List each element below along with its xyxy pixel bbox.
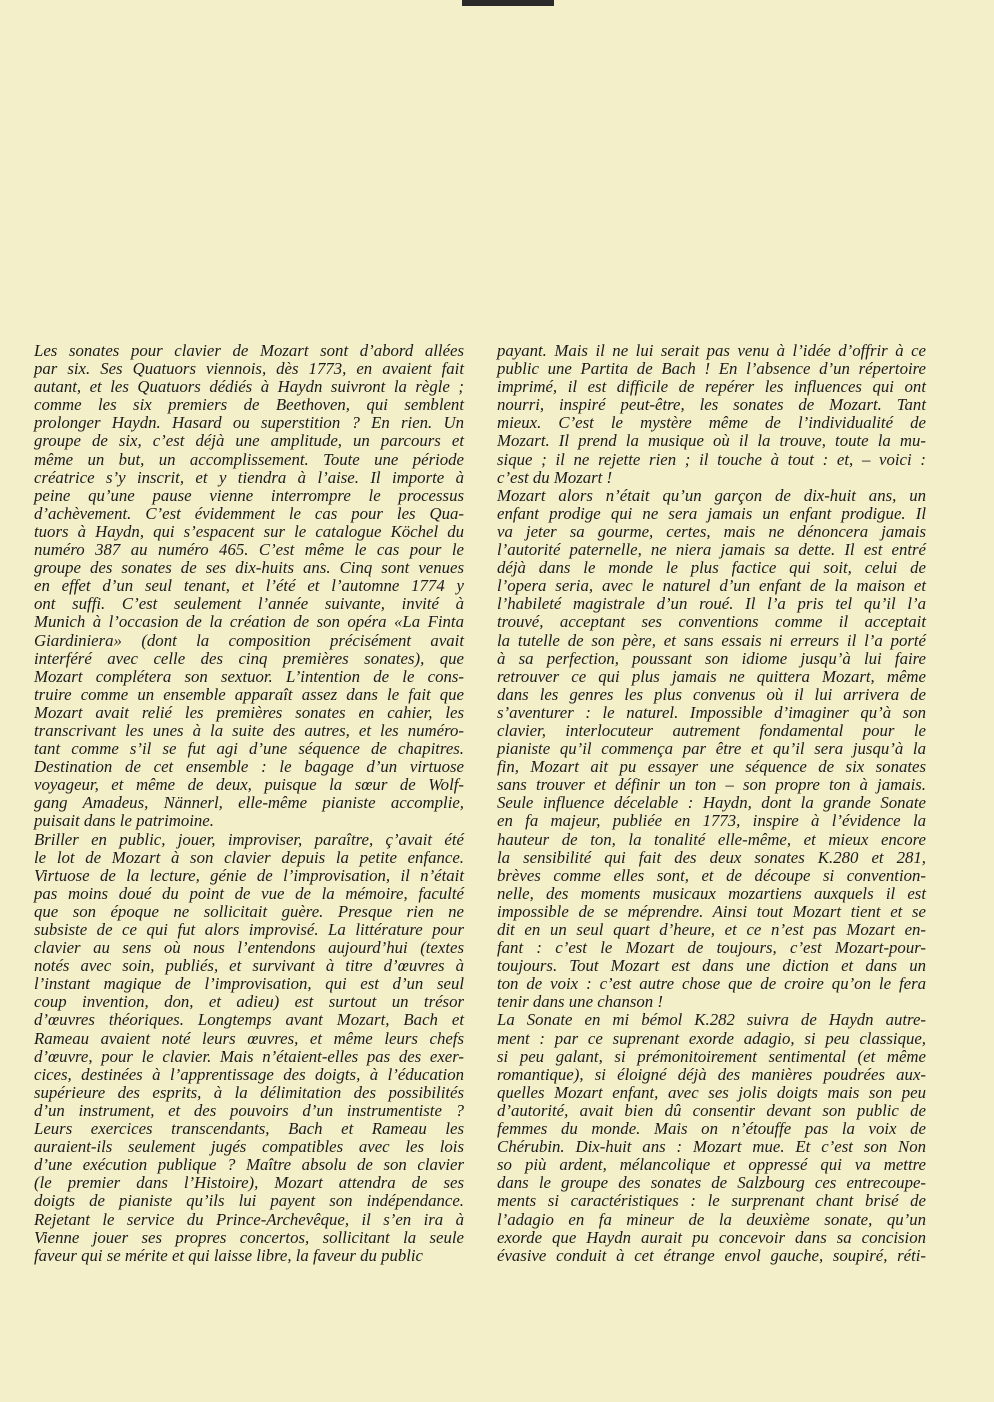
text-line: Giardiniera» (dont la composition précisément avait bbox=[34, 630, 464, 650]
text-line: nourri, inspiré peut-être, les sonates de Mozart. Tant bbox=[497, 395, 926, 415]
text-line: d’autorité, avait bien dû consentir devant son public de bbox=[497, 1100, 926, 1120]
text-line: voyageur, et même de deux, puisque la sœur de Wolf- bbox=[34, 775, 464, 795]
text-line: Rameau avaient noté leurs œuvres, et même leurs chefs bbox=[34, 1028, 464, 1048]
text-line: Chérubin. Dix-huit ans : Mozart mue. Et c’est son Non bbox=[497, 1137, 926, 1157]
text-line: dans les genres les plus convenus où il lui arrivera de bbox=[497, 684, 926, 704]
text-line: nelle, des moments musicaux mozartiens auxquels il est bbox=[497, 883, 926, 903]
text-line: prolonger Haydn. Hasard ou superstition ? En rien. Un bbox=[34, 413, 464, 433]
text-line: déjà dans le monde le plus factice qui soit, celui de bbox=[497, 558, 926, 578]
text-line: même un but, un accomplissement. Toute une période bbox=[34, 449, 464, 469]
text-line: Les sonates pour clavier de Mozart sont d’abord allées bbox=[34, 341, 464, 360]
text-line: brèves comme elles sont, et de découpe si convention- bbox=[497, 865, 926, 885]
text-line: faveur qui se mérite et qui laisse libre, la faveur du public bbox=[34, 1245, 424, 1265]
text-line: à sa perfection, poussant son idiome jusqu’à lui faire bbox=[497, 648, 926, 668]
text-line: Vienne jouer ses propres concertos, sollicitant la seule bbox=[34, 1227, 464, 1247]
text-line: supérieure des esprits, à la délimitation des possibilités bbox=[34, 1082, 464, 1102]
text-line: Seule influence décelable : Haydn, dont la grande Sonate bbox=[497, 793, 926, 813]
text-line: Mozart. Il prend la musique où il la trouve, toute la mu- bbox=[497, 431, 926, 451]
text-line: La Sonate en mi bémol K.282 suivra de Haydn autre- bbox=[497, 1010, 926, 1030]
text-line: coup invention, don, et adieu) est surtout un trésor bbox=[34, 992, 464, 1012]
text-line: que son époque ne sollicitait guère. Presque rien ne bbox=[34, 901, 464, 921]
text-line: notés avec soin, publiés, et survivant à titre d’œuvres à bbox=[34, 956, 464, 976]
text-line: comme les six premiers de Beethoven, qui semblent bbox=[34, 395, 464, 415]
text-line: so più ardent, mélancolique et oppressé qui va mettre bbox=[497, 1155, 926, 1175]
text-line: groupe des sonates de ses dix-huits ans. Cinq sont venues bbox=[34, 558, 464, 578]
text-line: en fa majeur, publiée en 1773, inspire à l’évidence la bbox=[497, 811, 926, 831]
text-line: d’œuvre, pour le clavier. Mais n’étaient-elles pas des exer- bbox=[34, 1046, 464, 1066]
text-line: l’autorité paternelle, ne niera jamais sa dette. Il est entré bbox=[497, 540, 926, 560]
text-line: dans le groupe des sonates de Salzbourg ces entrecoupe- bbox=[497, 1173, 926, 1193]
text-line: la tutelle de son père, et sans essais ni erreurs il l’a porté bbox=[497, 630, 926, 650]
top-edge-mark bbox=[462, 0, 554, 6]
text-line: Mozart alors n’était qu’un garçon de dix-huit ans, un bbox=[497, 485, 926, 505]
text-line: l’habileté magistrale d’un roué. Il l’a pris tel qu’il l’a bbox=[497, 594, 926, 614]
text-line: pianiste qu’il commença par être et qu’il sera jusqu’à la bbox=[497, 739, 926, 759]
text-line: femmes du monde. Mais on n’étouffe pas la voix de bbox=[497, 1119, 926, 1139]
text-line: en effet d’un seul tenant, et l’été et l’automne 1774 y bbox=[34, 576, 464, 596]
text-line: fant : c’est le Mozart de toujours, c’est Mozart-pour- bbox=[497, 938, 926, 958]
text-line: va jeter sa gourme, certes, mais ne dénoncera jamais bbox=[497, 521, 926, 541]
text-line: si peu galant, si prémonitoirement sentimental (et même bbox=[497, 1046, 926, 1066]
text-line: trouvé, acceptant ses conventions comme il acceptait bbox=[497, 612, 926, 632]
text-line: d’un instrument, et des pouvoirs d’un instrumentiste ? bbox=[34, 1100, 464, 1120]
text-column-right bbox=[497, 342, 926, 1265]
text-line: subsiste de ce qui fut alors improvisé. La littérature pour bbox=[34, 920, 464, 939]
text-line: transcrivant les unes à la suite des autres, et les numéro- bbox=[34, 720, 464, 740]
text-line: enfant prodige qui ne sera jamais un enfant prodigue. Il bbox=[497, 503, 926, 523]
text-line: Destination de cet ensemble : le bagage d’un virtuose bbox=[34, 757, 464, 777]
text-line: payant. Mais il ne lui serait pas venu à l’idée d’offrir à ce bbox=[497, 341, 926, 360]
text-line: interféré avec celle des cinq premières sonates), que bbox=[34, 648, 464, 668]
text-line: s’aventurer : le naturel. Impossible d’imaginer qu’à son bbox=[497, 702, 926, 722]
text-line: d’achèvement. C’est évidemment le cas pour les Qua- bbox=[34, 503, 464, 523]
text-line: par six. Ses Quatuors viennois, dès 1773, en avaient fait bbox=[34, 359, 464, 379]
text-line: ont suffi. C’est seulement l’année suivante, invité à bbox=[34, 594, 464, 614]
text-line: puisait dans le patrimoine. bbox=[34, 811, 214, 831]
text-line: retrouver ce qui plus jamais ne quittera Mozart, même bbox=[497, 666, 926, 686]
text-line: la sensibilité qui fait des deux sonates K.280 et 281, bbox=[497, 847, 926, 867]
text-line: hauteur de ton, la tonalité elle-même, et mieux encore bbox=[497, 829, 926, 849]
text-line: d’œuvres théoriques. Longtemps avant Mozart, Bach et bbox=[34, 1010, 464, 1030]
text-line: Munich à l’occasion de la création de son opéra «La Finta bbox=[34, 612, 464, 632]
text-line: fin, Mozart ait pu essayer une séquence de six sonates bbox=[497, 757, 926, 777]
text-line: Rejetant le service du Prince-Archevêque, il s’en ira à bbox=[34, 1209, 464, 1229]
text-line: l’opera seria, avec le naturel d’un enfant de la maison et bbox=[497, 576, 926, 596]
text-line: gang Amadeus, Nännerl, elle-même pianiste accomplie, bbox=[34, 793, 464, 813]
text-line: sique ; il ne rejette rien ; il touche à tout : et, – voici : bbox=[497, 449, 926, 469]
text-line: quelles Mozart enfant, avec ses jolis doigts mais son peu bbox=[497, 1082, 926, 1102]
text-line: tenir dans une chanson ! bbox=[497, 992, 663, 1012]
text-line: pas moins doué du point de vue de la mémoire, faculté bbox=[34, 883, 464, 903]
text-line: clavier, interlocuteur autrement fondamental pour le bbox=[497, 720, 926, 740]
text-line: sans trouver et définir un ton – son propre ton à jamais. bbox=[497, 775, 926, 795]
text-line: l’adagio en fa mineur de la deuxième sonate, qu’un bbox=[497, 1209, 926, 1229]
text-line: auraient-ils seulement jugés compatibles avec les lois bbox=[34, 1137, 464, 1157]
text-line: peine qu’une pause vienne interrompre le processus bbox=[34, 485, 464, 505]
text-line: clavier au sens où nous l’entendons aujourd’hui (textes bbox=[34, 938, 464, 958]
text-line: public une Partita de Bach ! En l’absence d’un répertoire bbox=[497, 359, 926, 379]
text-line: cices, destinées à l’apprentissage des doigts, à l’éducation bbox=[34, 1064, 464, 1084]
text-line: toujours. Tout Mozart est dans une diction et dans un bbox=[497, 956, 926, 976]
text-line: ments si caractéristiques : le surprenant chant brisé de bbox=[497, 1191, 926, 1211]
text-line: Leurs exercices transcendants, Bach et Rameau les bbox=[34, 1119, 464, 1139]
text-line: tant comme s’il se fut agi d’une séquence de chapitres. bbox=[34, 739, 464, 759]
text-line: évasive conduit à cet étrange envol gauche, soupiré, réti- bbox=[497, 1245, 926, 1265]
text-line: Mozart complétera son sextuor. L’intention de le cons- bbox=[34, 666, 464, 686]
text-line: c’est du Mozart ! bbox=[497, 467, 613, 487]
text-line: numéro 387 au numéro 465. C’est même le cas pour le bbox=[34, 540, 464, 560]
text-line: ment : par ce suprenant exorde adagio, si peu classique, bbox=[497, 1028, 926, 1048]
text-line: (le premier dans l’Histoire), Mozart attendra de ses bbox=[34, 1173, 464, 1193]
text-line: autant, et les Quatuors dédiés à Haydn suivront la règle ; bbox=[34, 377, 464, 397]
text-line: truire comme un ensemble apparaît assez dans le fait que bbox=[34, 684, 464, 704]
text-line: Mozart avait relié les premières sonates en cahier, les bbox=[34, 702, 464, 722]
text-line: romantique), si éloigné déjà des manières poudrées aux- bbox=[497, 1064, 926, 1084]
text-line: le lot de Mozart à son clavier depuis la petite enfance. bbox=[34, 847, 464, 867]
text-line: dit en un seul quart d’heure, et ce n’est pas Mozart en- bbox=[497, 920, 926, 939]
text-line: exorde que Haydn aurait pu concevoir dans sa concision bbox=[497, 1227, 926, 1247]
text-line: impossible de se méprendre. Ainsi tout Mozart tient et se bbox=[497, 901, 926, 921]
text-line: imprimé, il est difficile de repérer les influences qui ont bbox=[497, 377, 926, 397]
text-line: groupe de six, c’est déjà une amplitude, un parcours et bbox=[34, 431, 464, 451]
text-line: d’une exécution publique ? Maître absolu de son clavier bbox=[34, 1155, 464, 1175]
text-line: mieux. C’est le mystère même de l’individualité de bbox=[497, 413, 926, 433]
text-line: créatrice s’y inscrit, et y tiendra à l’aise. Il importe à bbox=[34, 467, 464, 487]
text-line: Briller en public, jouer, improviser, paraître, ç’avait été bbox=[34, 829, 464, 849]
text-line: tuors à Haydn, qui s’espacent sur le catalogue Köchel du bbox=[34, 521, 464, 541]
text-line: doigts de pianiste qu’ils lui payent son indépendance. bbox=[34, 1191, 464, 1211]
text-line: l’instant magique de l’improvisation, qui est d’un seul bbox=[34, 974, 464, 994]
text-line: Virtuose de la lecture, génie de l’improvisation, il n’était bbox=[34, 865, 464, 885]
text-line: ton de voix : c’est autre chose que de croire qu’on le fera bbox=[497, 974, 926, 994]
text-column-left bbox=[34, 342, 464, 1265]
